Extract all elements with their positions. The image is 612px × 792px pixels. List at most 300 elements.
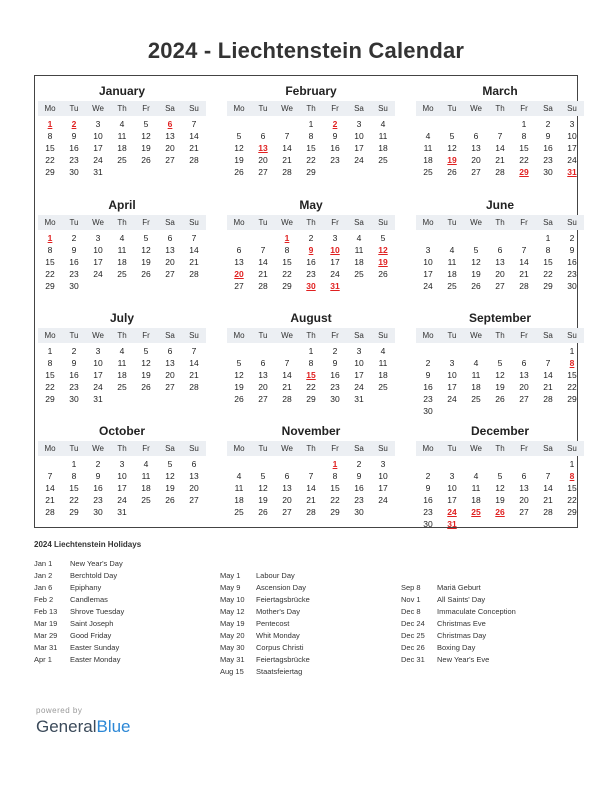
weekday-label: Th <box>306 104 316 113</box>
day-cell: 29 <box>306 394 316 404</box>
empty-cell <box>275 458 299 470</box>
empty-cell <box>488 118 512 130</box>
day-cell: 2 <box>71 346 77 356</box>
day-cell: 15 <box>45 143 55 153</box>
day-cell: 11 <box>471 370 481 380</box>
day-cell: 28 <box>543 394 553 404</box>
day-cell: 20 <box>519 495 529 505</box>
day-cell: 8 <box>47 131 53 141</box>
day-cell: 9 <box>425 370 431 380</box>
day-cell: 5 <box>143 346 149 356</box>
day-cell: 21 <box>543 495 553 505</box>
day-cell: 15 <box>45 257 55 267</box>
weekday-label: We <box>470 218 482 227</box>
day-cell: 12 <box>141 358 151 368</box>
day-cell: 3 <box>569 119 575 129</box>
weekday-label: Fr <box>331 444 339 453</box>
weekday-header <box>416 441 584 456</box>
day-cell: 30 <box>69 167 79 177</box>
day-cell: 6 <box>473 131 479 141</box>
weekday-label: Sa <box>354 444 364 453</box>
day-cell: 8 <box>71 471 77 481</box>
weekday-header <box>38 328 206 343</box>
day-cell: 5 <box>380 233 386 243</box>
holiday-name: Feiertagsbrücke <box>256 655 310 664</box>
holiday-row <box>34 606 124 618</box>
holiday-name: Candlemas <box>70 595 108 604</box>
weekday-label: Fr <box>520 218 528 227</box>
empty-cell <box>416 232 440 244</box>
day-cell: 27 <box>495 281 505 291</box>
day-cell: 10 <box>93 131 103 141</box>
day-cell: 3 <box>332 233 338 243</box>
day-cell: 14 <box>189 131 199 141</box>
day-cell: 20 <box>258 155 268 165</box>
weekday-label: Su <box>189 104 199 113</box>
day-cell: 23 <box>330 155 340 165</box>
weekday-header <box>38 101 206 116</box>
day-cell: 24 <box>354 382 364 392</box>
weekday-label: We <box>281 331 293 340</box>
holiday-day-cell: 1 <box>332 459 338 469</box>
day-cell: 23 <box>69 155 79 165</box>
day-cell: 8 <box>521 131 527 141</box>
logo-general: General <box>36 717 97 736</box>
empty-cell <box>251 345 275 357</box>
day-cell: 13 <box>165 245 175 255</box>
empty-cell <box>512 458 536 470</box>
holiday-column <box>34 558 124 666</box>
day-cell: 6 <box>521 471 527 481</box>
holidays-title: 2024 Liechtenstein Holidays <box>34 540 142 549</box>
day-cell: 30 <box>423 406 433 416</box>
day-cell: 1 <box>545 233 551 243</box>
day-cell: 1 <box>569 459 575 469</box>
day-cell: 17 <box>447 382 457 392</box>
day-cell: 4 <box>119 233 125 243</box>
day-cell: 12 <box>258 483 268 493</box>
day-cell: 23 <box>354 495 364 505</box>
day-cell: 14 <box>45 483 55 493</box>
empty-cell <box>512 345 536 357</box>
empty-cell <box>299 458 323 470</box>
day-cell: 15 <box>306 143 316 153</box>
holiday-date: Jan 2 <box>34 571 53 580</box>
day-cell: 30 <box>423 519 433 529</box>
weekday-label: Sa <box>543 331 553 340</box>
empty-cell <box>251 118 275 130</box>
day-cell: 19 <box>141 257 151 267</box>
day-cell: 30 <box>330 394 340 404</box>
weekday-label: Su <box>378 218 388 227</box>
day-cell: 18 <box>117 143 127 153</box>
day-cell: 13 <box>282 483 292 493</box>
holiday-row <box>220 630 310 642</box>
holiday-column <box>401 582 516 666</box>
day-cell: 14 <box>282 370 292 380</box>
weekday-label: Tu <box>69 444 79 453</box>
day-cell: 5 <box>497 358 503 368</box>
holiday-day-cell: 20 <box>234 269 244 279</box>
day-cell: 28 <box>543 507 553 517</box>
holiday-date: May 20 <box>220 631 245 640</box>
weekday-label: Tu <box>447 104 457 113</box>
day-cell: 16 <box>567 257 577 267</box>
day-cell: 29 <box>330 507 340 517</box>
day-cell: 18 <box>117 257 127 267</box>
day-cell: 17 <box>117 483 127 493</box>
day-cell: 4 <box>425 131 431 141</box>
day-cell: 11 <box>447 257 457 267</box>
day-cell: 11 <box>378 358 388 368</box>
day-cell: 3 <box>356 346 362 356</box>
day-cell: 19 <box>495 382 505 392</box>
day-grid <box>227 458 395 518</box>
day-cell: 9 <box>332 131 338 141</box>
day-cell: 20 <box>165 143 175 153</box>
weekday-label: Fr <box>142 218 150 227</box>
empty-cell <box>440 345 464 357</box>
day-cell: 2 <box>569 233 575 243</box>
weekday-label: Mo <box>44 218 56 227</box>
weekday-label: Sa <box>165 331 175 340</box>
month-august <box>227 309 395 405</box>
holiday-row <box>34 570 124 582</box>
weekday-header <box>227 441 395 456</box>
day-cell: 27 <box>165 155 175 165</box>
day-cell: 10 <box>447 370 457 380</box>
day-cell: 24 <box>567 155 577 165</box>
day-cell: 29 <box>543 281 553 291</box>
weekday-label: Tu <box>69 218 79 227</box>
holiday-row <box>220 666 310 678</box>
weekday-label: We <box>92 104 104 113</box>
holiday-row <box>34 558 124 570</box>
weekday-label: Mo <box>44 444 56 453</box>
day-cell: 17 <box>93 143 103 153</box>
holiday-day-cell: 9 <box>308 245 314 255</box>
holiday-row <box>220 618 310 630</box>
day-cell: 31 <box>93 394 103 404</box>
holiday-date: Feb 2 <box>34 595 54 604</box>
day-cell: 16 <box>306 257 316 267</box>
day-cell: 26 <box>141 382 151 392</box>
weekday-label: We <box>92 444 104 453</box>
day-cell: 25 <box>447 281 457 291</box>
holiday-date: Apr 1 <box>34 655 52 664</box>
weekday-label: Sa <box>543 104 553 113</box>
day-cell: 24 <box>93 382 103 392</box>
day-cell: 7 <box>260 245 266 255</box>
day-cell: 1 <box>71 459 77 469</box>
day-cell: 9 <box>332 358 338 368</box>
day-cell: 14 <box>306 483 316 493</box>
empty-cell <box>227 458 251 470</box>
holiday-name: Easter Sunday <box>70 643 120 652</box>
weekday-header <box>227 215 395 230</box>
day-cell: 26 <box>258 507 268 517</box>
day-cell: 31 <box>93 167 103 177</box>
empty-cell <box>227 118 251 130</box>
day-cell: 16 <box>543 143 553 153</box>
holiday-name: Ascension Day <box>256 583 307 592</box>
day-cell: 1 <box>521 119 527 129</box>
day-cell: 4 <box>143 459 149 469</box>
day-cell: 7 <box>191 119 197 129</box>
day-cell: 6 <box>236 245 242 255</box>
day-cell: 20 <box>495 269 505 279</box>
holiday-row <box>220 594 310 606</box>
day-cell: 18 <box>447 269 457 279</box>
day-cell: 10 <box>447 483 457 493</box>
weekday-label: Sa <box>165 444 175 453</box>
holiday-date: May 12 <box>220 607 245 616</box>
day-cell: 28 <box>282 394 292 404</box>
day-cell: 11 <box>141 471 151 481</box>
weekday-header <box>416 101 584 116</box>
holiday-day-cell: 2 <box>71 119 77 129</box>
weekday-label: We <box>470 104 482 113</box>
day-cell: 6 <box>521 358 527 368</box>
empty-cell <box>275 345 299 357</box>
weekday-label: Su <box>189 444 199 453</box>
holiday-name: Feiertagsbrücke <box>256 595 310 604</box>
holiday-date: Dec 24 <box>401 619 425 628</box>
holiday-name: Mother's Day <box>256 607 300 616</box>
weekday-header <box>227 328 395 343</box>
month-september <box>416 309 584 417</box>
weekday-label: Su <box>567 444 577 453</box>
weekday-label: Tu <box>69 331 79 340</box>
holiday-day-cell: 24 <box>447 507 457 517</box>
empty-cell <box>536 458 560 470</box>
day-cell: 7 <box>545 358 551 368</box>
holiday-date: Feb 13 <box>34 607 58 616</box>
day-cell: 14 <box>543 483 553 493</box>
holiday-row <box>34 630 124 642</box>
day-cell: 2 <box>95 459 101 469</box>
day-cell: 25 <box>117 155 127 165</box>
day-cell: 22 <box>45 382 55 392</box>
day-cell: 6 <box>260 358 266 368</box>
day-cell: 25 <box>354 269 364 279</box>
day-cell: 1 <box>308 346 314 356</box>
day-cell: 18 <box>378 370 388 380</box>
day-cell: 14 <box>282 143 292 153</box>
holiday-name: New Year's Day <box>70 559 123 568</box>
weekday-label: Th <box>495 218 505 227</box>
weekday-label: Mo <box>422 444 434 453</box>
holiday-name: Mariä Geburt <box>437 583 481 592</box>
weekday-label: Sa <box>543 218 553 227</box>
day-cell: 2 <box>71 233 77 243</box>
day-cell: 9 <box>425 483 431 493</box>
day-cell: 16 <box>354 483 364 493</box>
day-cell: 18 <box>354 257 364 267</box>
weekday-label: Fr <box>142 104 150 113</box>
holiday-day-cell: 15 <box>306 370 316 380</box>
day-cell: 16 <box>93 483 103 493</box>
day-cell: 8 <box>308 358 314 368</box>
day-cell: 13 <box>519 483 529 493</box>
day-cell: 20 <box>189 483 199 493</box>
day-cell: 3 <box>425 245 431 255</box>
day-cell: 22 <box>306 155 316 165</box>
day-cell: 11 <box>378 131 388 141</box>
day-cell: 19 <box>141 143 151 153</box>
weekday-label: Th <box>306 218 316 227</box>
weekday-label: Su <box>189 218 199 227</box>
day-cell: 11 <box>117 358 127 368</box>
day-cell: 6 <box>167 346 173 356</box>
day-cell: 25 <box>378 382 388 392</box>
day-cell: 9 <box>356 471 362 481</box>
day-cell: 19 <box>495 495 505 505</box>
holiday-date: Dec 8 <box>401 607 421 616</box>
month-name: June <box>485 198 514 212</box>
day-cell: 12 <box>234 370 244 380</box>
day-cell: 4 <box>473 358 479 368</box>
day-cell: 28 <box>282 167 292 177</box>
day-cell: 21 <box>282 382 292 392</box>
weekday-label: Fr <box>520 331 528 340</box>
day-cell: 15 <box>519 143 529 153</box>
day-cell: 19 <box>234 155 244 165</box>
day-cell: 27 <box>165 382 175 392</box>
day-cell: 2 <box>545 119 551 129</box>
day-cell: 23 <box>423 394 433 404</box>
holiday-row <box>34 654 124 666</box>
day-cell: 19 <box>141 370 151 380</box>
day-cell: 25 <box>423 167 433 177</box>
weekday-label: Mo <box>44 331 56 340</box>
day-cell: 9 <box>569 245 575 255</box>
day-cell: 31 <box>354 394 364 404</box>
day-cell: 12 <box>495 483 505 493</box>
day-cell: 28 <box>306 507 316 517</box>
day-cell: 26 <box>141 155 151 165</box>
day-cell: 16 <box>423 382 433 392</box>
weekday-label: We <box>281 444 293 453</box>
day-cell: 7 <box>521 245 527 255</box>
day-cell: 23 <box>69 269 79 279</box>
day-cell: 17 <box>567 143 577 153</box>
holiday-name: Shrove Tuesday <box>70 607 125 616</box>
day-cell: 14 <box>258 257 268 267</box>
day-cell: 24 <box>378 495 388 505</box>
month-name: February <box>285 84 337 98</box>
day-cell: 3 <box>95 233 101 243</box>
empty-cell <box>464 458 488 470</box>
holiday-date: Mar 19 <box>34 619 58 628</box>
day-cell: 4 <box>236 471 242 481</box>
holiday-date: May 9 <box>220 583 241 592</box>
weekday-label: Mo <box>233 331 245 340</box>
holiday-date: May 19 <box>220 619 245 628</box>
day-cell: 15 <box>69 483 79 493</box>
day-cell: 21 <box>189 370 199 380</box>
day-cell: 4 <box>356 233 362 243</box>
day-cell: 14 <box>189 245 199 255</box>
day-cell: 23 <box>423 507 433 517</box>
day-cell: 17 <box>423 269 433 279</box>
weekday-label: We <box>281 104 293 113</box>
day-cell: 7 <box>284 131 290 141</box>
day-cell: 24 <box>93 269 103 279</box>
holiday-row <box>34 594 124 606</box>
holiday-date: Dec 25 <box>401 631 425 640</box>
holiday-day-cell: 29 <box>519 167 529 177</box>
day-cell: 7 <box>497 131 503 141</box>
generalblue-logo[interactable] <box>36 717 131 737</box>
day-cell: 13 <box>471 143 481 153</box>
holiday-date: Aug 15 <box>220 667 244 676</box>
day-cell: 22 <box>306 382 316 392</box>
weekday-label: Mo <box>422 104 434 113</box>
day-cell: 10 <box>423 257 433 267</box>
holiday-row <box>401 654 516 666</box>
holiday-date: Mar 29 <box>34 631 58 640</box>
day-cell: 26 <box>378 269 388 279</box>
weekday-header <box>38 441 206 456</box>
weekday-label: Su <box>378 444 388 453</box>
weekday-header <box>416 215 584 230</box>
holiday-name: Corpus Christi <box>256 643 304 652</box>
day-grid <box>227 232 395 292</box>
weekday-label: Sa <box>354 331 364 340</box>
day-cell: 26 <box>234 394 244 404</box>
day-cell: 7 <box>191 233 197 243</box>
month-name: March <box>482 84 518 98</box>
month-may <box>227 196 395 292</box>
day-cell: 28 <box>519 281 529 291</box>
weekday-header <box>416 328 584 343</box>
day-cell: 5 <box>473 245 479 255</box>
day-cell: 12 <box>447 143 457 153</box>
day-cell: 22 <box>519 155 529 165</box>
day-cell: 3 <box>449 358 455 368</box>
day-cell: 23 <box>567 269 577 279</box>
day-cell: 10 <box>567 131 577 141</box>
day-grid <box>416 118 584 178</box>
weekday-label: Fr <box>142 331 150 340</box>
day-cell: 7 <box>545 471 551 481</box>
day-cell: 4 <box>380 119 386 129</box>
holiday-row <box>220 642 310 654</box>
holiday-day-cell: 1 <box>47 119 53 129</box>
day-cell: 4 <box>449 245 455 255</box>
holiday-row <box>220 582 310 594</box>
day-cell: 26 <box>495 394 505 404</box>
day-cell: 12 <box>165 471 175 481</box>
weekday-label: Th <box>117 104 127 113</box>
day-cell: 2 <box>332 346 338 356</box>
weekday-label: Mo <box>422 218 434 227</box>
weekday-label: Mo <box>233 218 245 227</box>
weekday-label: We <box>92 331 104 340</box>
day-cell: 27 <box>519 507 529 517</box>
day-cell: 14 <box>189 358 199 368</box>
holiday-date: Jan 6 <box>34 583 53 592</box>
day-cell: 27 <box>471 167 481 177</box>
logo-blue: Blue <box>96 717 131 736</box>
day-cell: 7 <box>284 358 290 368</box>
day-cell: 12 <box>234 143 244 153</box>
day-cell: 14 <box>543 370 553 380</box>
day-cell: 23 <box>93 495 103 505</box>
day-cell: 11 <box>354 245 364 255</box>
holiday-row <box>34 618 124 630</box>
